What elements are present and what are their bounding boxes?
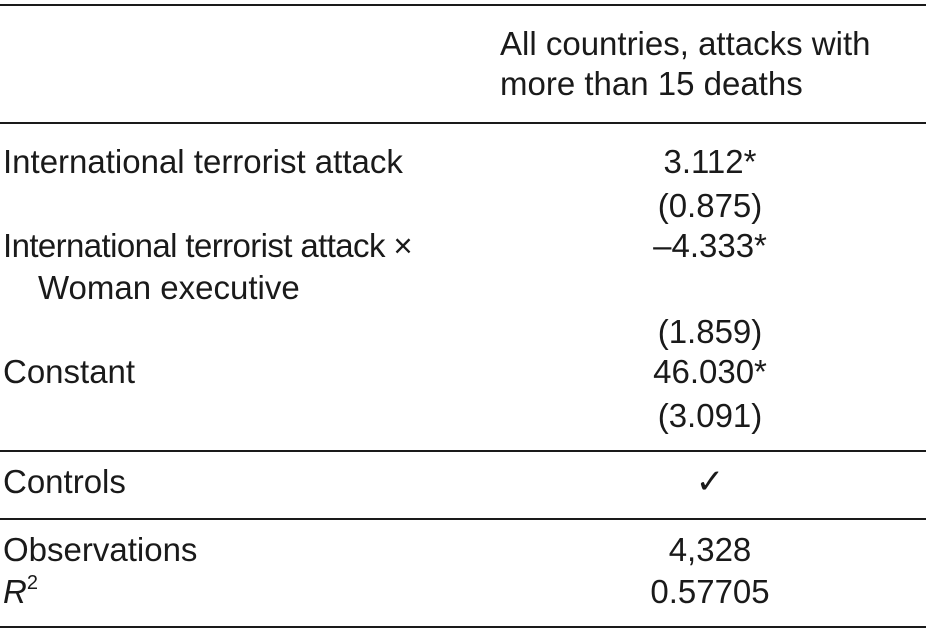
- row-label-international-attack: International terrorist attack: [3, 143, 403, 180]
- header-rule: [0, 122, 926, 124]
- estimate-international-attack: 3.112*: [663, 143, 757, 180]
- se-constant: (3.091): [657, 397, 763, 434]
- r-squared-base: R: [3, 573, 27, 610]
- r-squared-value: 0.57705: [650, 573, 770, 610]
- controls-rule: [0, 518, 926, 520]
- row-label-interaction-line2: Woman executive: [38, 269, 300, 306]
- r-squared-exponent: 2: [26, 572, 38, 594]
- body-rule: [0, 450, 926, 452]
- column-header-line1: All countries, attacks with: [500, 25, 871, 62]
- row-label-constant: Constant: [3, 353, 136, 390]
- observations-value: 4,328: [668, 531, 752, 568]
- bottom-rule: [0, 626, 926, 628]
- row-label-observations: Observations: [3, 531, 198, 568]
- row-label-interaction-line1: International terrorist attack ×: [3, 227, 413, 264]
- column-header-line2: more than 15 deaths: [500, 65, 803, 102]
- estimate-constant: 46.030*: [653, 353, 767, 390]
- column-header: [500, 24, 870, 104]
- row-label-controls: Controls: [3, 463, 126, 500]
- se-interaction: (1.859): [657, 313, 763, 350]
- estimate-interaction: –4.333*: [653, 227, 767, 264]
- row-label-r-squared: [3, 572, 38, 612]
- controls-check-icon: ✓: [695, 462, 725, 502]
- se-international-attack: (0.875): [657, 187, 763, 224]
- top-rule: [0, 4, 926, 6]
